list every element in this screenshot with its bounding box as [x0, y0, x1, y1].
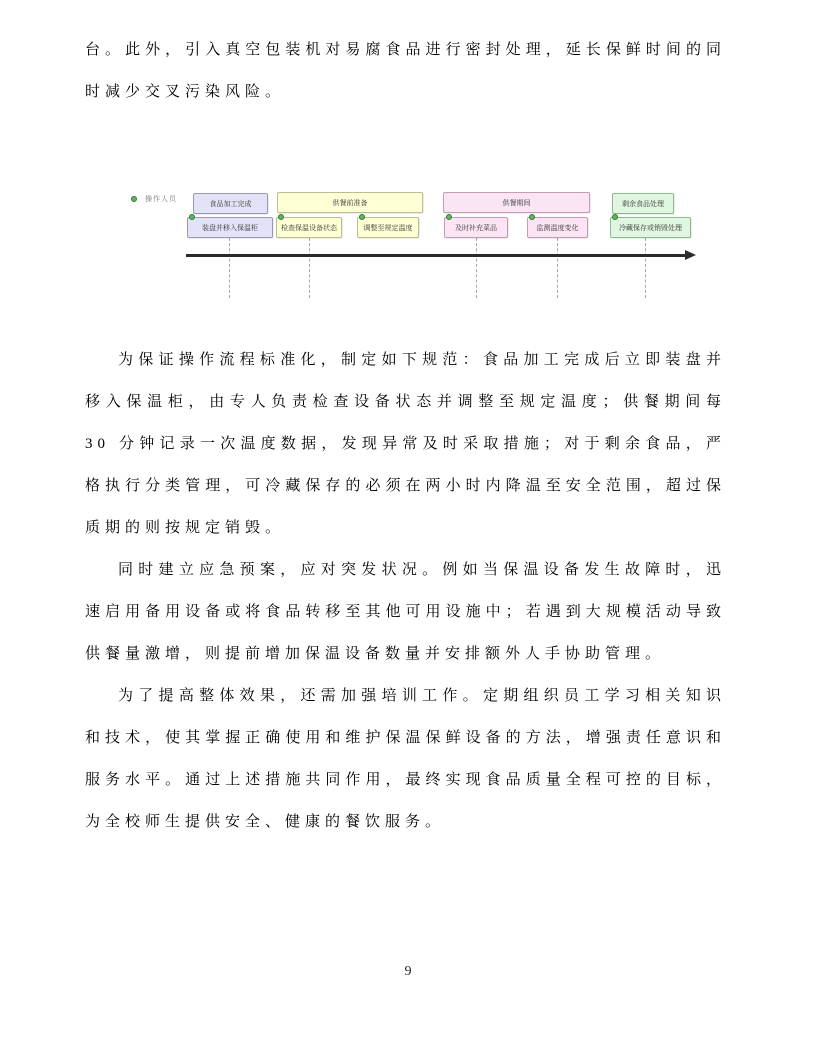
drop-line [476, 238, 477, 298]
operator-dot-icon [189, 214, 195, 220]
task-label: 及时补充菜品 [455, 224, 497, 232]
paragraph-text: 台。此外，引入真空包装机对易腐食品进行密封处理，延长保鲜时间的同时减少交叉污染风险。 [85, 42, 726, 100]
stage-label: 食品加工完成 [209, 200, 252, 208]
stage-label: 供餐前准备 [332, 199, 368, 207]
operator-dot-icon [278, 214, 284, 220]
task-box [444, 217, 508, 238]
stage-box [193, 193, 268, 214]
task-label: 监测温度变化 [536, 224, 579, 232]
operator-dot-icon [446, 214, 452, 220]
process-timeline-diagram [0, 0, 816, 320]
drop-line [309, 238, 310, 298]
paragraph-text: 同时建立应急预案，应对突发状况。例如当保温设备发生故障时，迅速启用备用设备或将食品转移至其他可用设施中；若遇到大规模活动导致供餐量激增，则提前增加保温设备数量并安排额外人手协助管理。 [85, 562, 726, 662]
paragraph-text: 为保证操作流程标准化，制定如下规范：食品加工完成后立即装盘并移入保温柜，由专人负责检查设备状态并调整至规定温度；供餐期间每 30 分钟记录一次温度数据，发现异常及时采取措施；对于剩余食品，严格执行分类管理，可冷藏保存的必须在两小时内降温至安全范围，超过保质期的则按规定销毁。 [85, 352, 726, 536]
task-box [357, 217, 419, 238]
operator-legend-dot-icon [131, 196, 137, 202]
operator-dot-icon [529, 214, 535, 220]
timeline-arrow-line [186, 254, 687, 257]
drop-line [229, 238, 230, 298]
body-text [85, 339, 726, 843]
timeline-arrow-head-icon [685, 250, 696, 260]
task-label: 装盘并移入保温柜 [202, 224, 258, 232]
stage-box [612, 193, 674, 214]
stage-label: 剩余食品处理 [622, 200, 664, 208]
task-label: 检查保温设备状态 [281, 224, 337, 232]
task-box [527, 217, 588, 238]
operator-dot-icon [359, 214, 365, 220]
task-label: 调整至规定温度 [363, 224, 413, 232]
drop-line [645, 238, 646, 298]
stage-box [277, 192, 423, 213]
drop-line [557, 238, 558, 298]
task-box [276, 217, 342, 238]
stage-label: 供餐期间 [502, 199, 531, 207]
task-label: 冷藏保存或销毁处理 [619, 224, 682, 232]
stage-box [443, 192, 590, 213]
operator-dot-icon [612, 214, 618, 220]
paragraph-text: 为了提高整体效果，还需加强培训工作。定期组织员工学习相关知识和技术，使其掌握正确使用和维护保温保鲜设备的方法，增强责任意识和服务水平。通过上述措施共同作用，最终实现食品质量全程可控的目标，为全校师生提供安全、健康的餐饮服务。 [85, 688, 726, 830]
page-number: 9 [404, 964, 412, 979]
task-box [187, 217, 273, 238]
task-box [610, 217, 691, 238]
legend-label: 操作人员 [145, 196, 177, 203]
